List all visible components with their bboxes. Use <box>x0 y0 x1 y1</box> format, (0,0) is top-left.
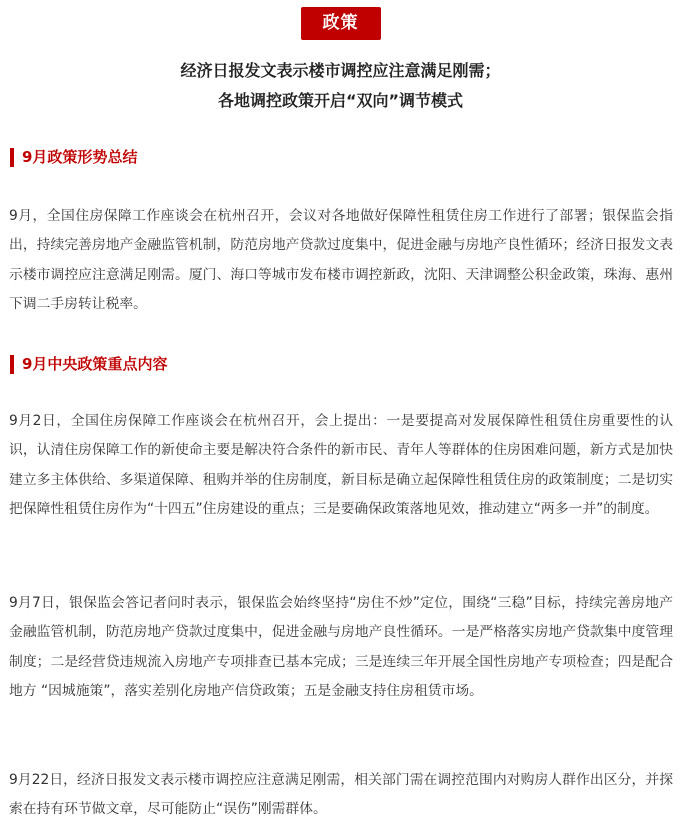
section-title: 9月政策形势总结 <box>22 148 138 166</box>
paragraph: 9月2日，全国住房保障工作座谈会在杭州召开，会上提出：一是要提高对发展保障性租赁住房重要性的认识，认清住房保障工作的新使命主要是解决符合条件的新市民、青年人等群体的住房困难问题，新方式是加快建立多主体供给、多渠道保障、租购并举的住房制度，新目标是确立起保障性租赁住房的政策制度；二是切实把保障性租赁住房作为“十四五”住房建设的重点；三是要确保政策落地见效，推动建立“两多一并”的制度。 <box>9 413 673 517</box>
section-marker-bar <box>10 148 14 167</box>
headline-line-2: 各地调控政策开启“双向”调节模式 <box>217 91 464 110</box>
section-marker-bar <box>10 355 14 374</box>
headline-line-1: 经济日报发文表示楼市调控应注意满足刚需； <box>180 61 501 80</box>
paragraph: 9月7日，银保监会答记者问时表示，银保监会始终坚持“房住不炒”定位，围绕“三稳”目标，持续完善房地产金融监管机制，防范房地产贷款过度集中，促进金融与房地产良性循环。一是严格落实房地产贷款集中度管理制度；二是经营贷违规流入房地产专项排查已基本完成；三是连续三年开展全国性房地产专项检查；四是配合地方 “因城施策”，落实差别化房地产信贷政策；五是金融支持住房租赁市场。 <box>9 595 673 699</box>
section-header-summary <box>10 147 137 167</box>
paragraph: 9月22日，经济日报发文表示楼市调控应注意满足刚需，相关部门需在调控范围内对购房人群作出区分，并探索在持有环节做文章，尽可能防止“误伤”刚需群体。 <box>9 772 673 818</box>
section-header-central-policy <box>10 354 167 374</box>
section-title: 9月中央政策重点内容 <box>22 355 168 373</box>
paragraph: 9月，全国住房保障工作座谈会在杭州召开，会议对各地做好保障性租赁住房工作进行了部署；银保监会指出，持续完善房地产金融监管机制，防范房地产贷款过度集中，促进金融与房地产良性循环；经济日报发文表示楼市调控应注意满足刚需。厦门、海口等城市发布楼市调控新政，沈阳、天津调整公积金政策，珠海、惠州下调二手房转让税率。 <box>9 208 673 312</box>
badge-wrapper <box>0 7 681 40</box>
policy-badge: 政策 <box>301 7 381 40</box>
article-headline <box>0 56 681 116</box>
